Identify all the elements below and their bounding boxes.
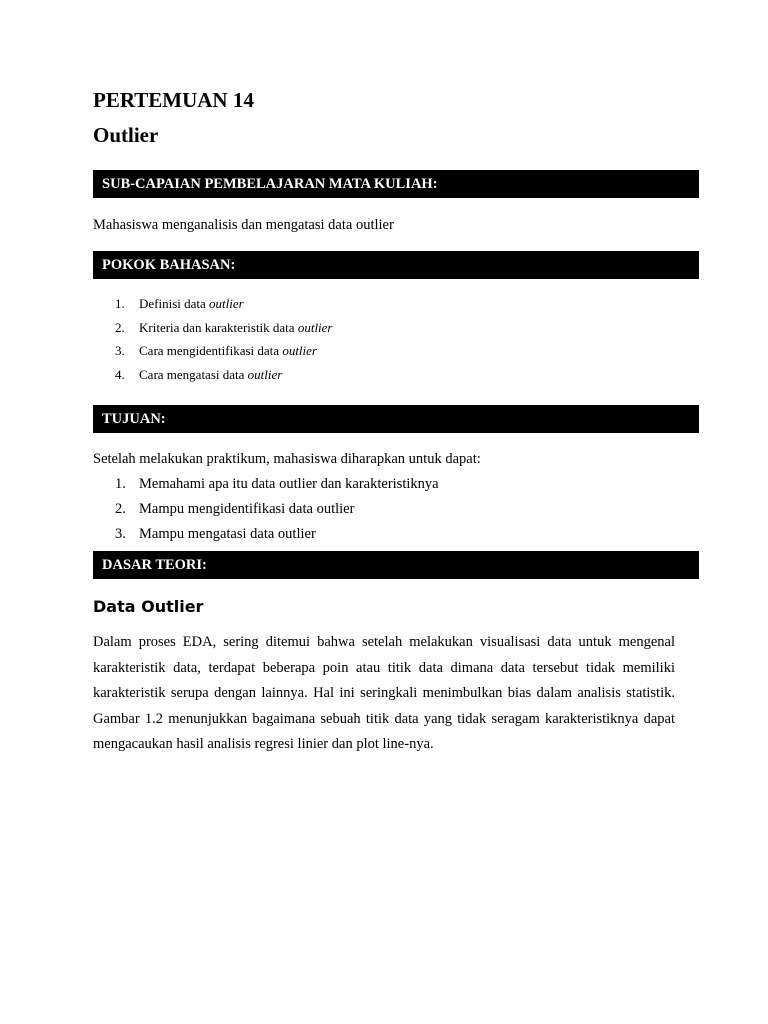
section-bar-dasar-teori: DASAR TEORI: <box>93 551 699 579</box>
list-item <box>93 294 333 318</box>
list-item-number: 3. <box>115 526 126 542</box>
list-item-number: 4. <box>115 366 125 382</box>
section-bar-sub-cpmk: SUB-CAPAIAN PEMBELAJARAN MATA KULIAH: <box>93 170 699 198</box>
list-item-number: 1. <box>115 476 126 492</box>
list-item-emphasis: outlier <box>209 296 244 311</box>
section-bar-pokok-bahasan: POKOK BAHASAN: <box>93 251 699 279</box>
list-item-number: 2. <box>115 319 125 335</box>
list-item <box>93 524 439 549</box>
body-paragraph: Dalam proses EDA, sering ditemui bahwa setelah melakukan visualisasi data untuk mengenal karakteristik data, terdapat beberapa poin atau titik data dimana data tersebut tidak memiliki karakteristik serupa dengan lainnya. Hal ini seringkali menimbulkan bias dalam analisis statistik. Gambar 1.2 menunjukkan bagaimana sebuah titik data yang tidak seragam karakteristiknya dapat mengacaukan hasil analisis regresi linier dan plot line-nya. <box>93 634 675 752</box>
list-item-emphasis: outlier <box>297 319 333 335</box>
pokok-bahasan-list <box>93 294 333 388</box>
list-item <box>93 318 333 342</box>
section-bar-tujuan: TUJUAN: <box>93 405 699 433</box>
tujuan-list <box>93 474 439 549</box>
list-item <box>93 365 333 389</box>
sub-cpmk-text: Mahasiswa menganalisis dan mengatasi data outlier <box>93 217 394 233</box>
meeting-title: PERTEMUAN 14 <box>93 88 254 112</box>
list-item <box>93 499 439 524</box>
list-item-text: Memahami apa itu data outlier dan karakteristiknya <box>139 476 439 492</box>
list-item-number: 2. <box>115 501 126 517</box>
subsection-title: Data Outlier <box>93 597 204 616</box>
list-item-text: Cara mengatasi data <box>139 366 248 382</box>
list-item-number: 3. <box>115 343 125 358</box>
list-item-text: Mampu mengatasi data outlier <box>139 526 316 542</box>
topic-title: Outlier <box>93 123 159 147</box>
list-item <box>93 341 333 365</box>
list-item-text: Mampu mengidentifikasi data outlier <box>139 501 355 517</box>
list-item-text: Cara mengidentifikasi data <box>139 343 283 358</box>
list-item-emphasis: outlier <box>247 366 283 382</box>
list-item-text: Kriteria dan karakteristik data <box>139 319 298 335</box>
tujuan-intro: Setelah melakukan praktikum, mahasiswa diharapkan untuk dapat: <box>93 451 481 467</box>
list-item-emphasis: outlier <box>282 343 317 358</box>
list-item-text: Definisi data <box>139 296 210 311</box>
list-item-number: 1. <box>115 296 125 311</box>
list-item <box>93 474 439 499</box>
